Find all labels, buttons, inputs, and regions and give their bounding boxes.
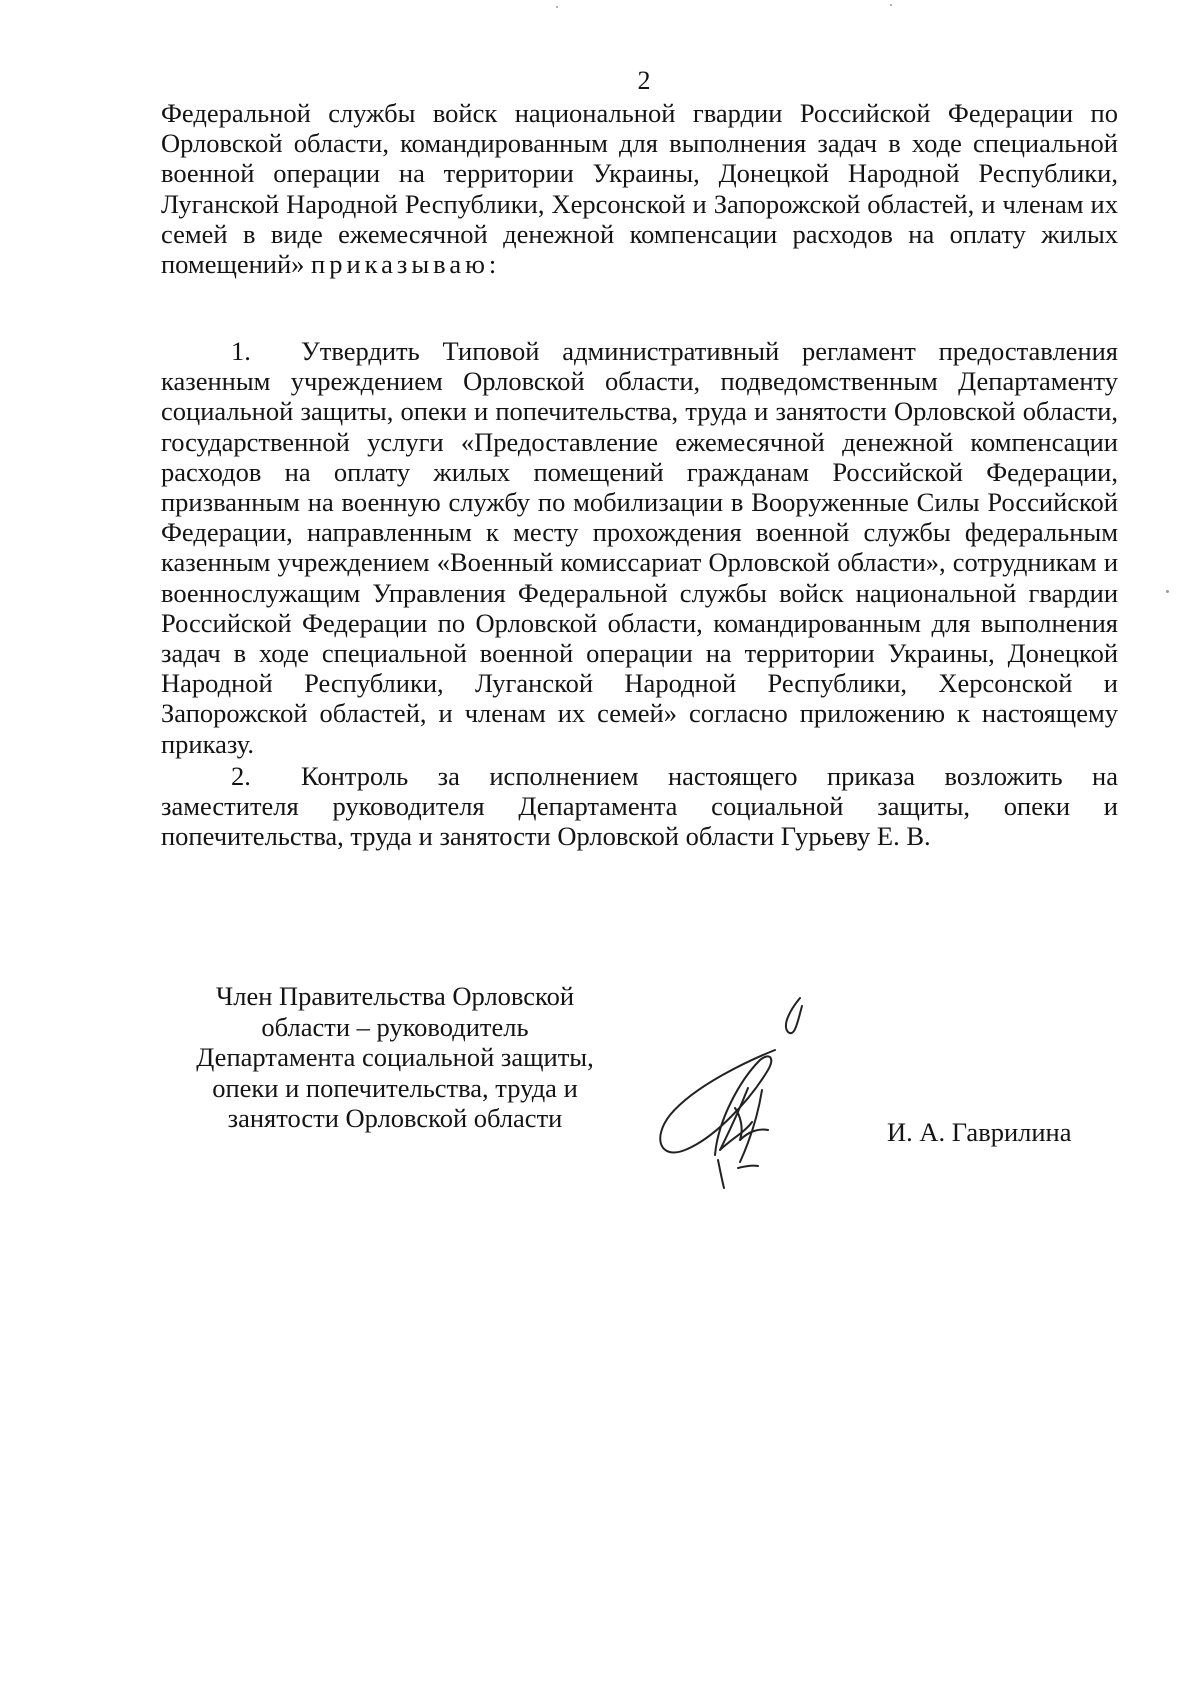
signatory-title — [170, 981, 620, 1134]
decree-item-2 — [161, 761, 1118, 852]
decree-item-text: Утвердить Типовой административный регламент предоставления казенным учреждением Орловской области, подведомственным Департаменту социальной защиты, опеки и попечительства, труда и занятости Орловской области, государственной услуги «Предоставление ежемесячной денежной компенсации расходов на оплату жилых помещений гражданам Российской Федерации, призванным на военную службу по мобилизации в Вооруженные Силы Российской Федерации, направленным к месту прохождения военной службы федеральным казенным учреждением «Военный комиссариат Орловской области», сотрудникам и военнослужащим Управления Федеральной службы войск национальной гвардии Российской Федерации по Орловской области, командированным для выполнения задач в ходе специальной военной операции на территории Украины, Донецкой Народной Республики, Луганской Народной Республики, Херсонской и Запорожской областей, и членам их семей» согласно приложению к настоящему приказу. — [161, 336, 1118, 759]
intro-paragraph-text: Федеральной службы войск национальной гвардии Российской Федерации по Орловской области, командированным для выполнения задач в ходе специальной военной операции на территории Украины, Донецкой Народной Республики, Луганской Народной Республики, Херсонской и Запорожской областей, и членам их семей в виде ежемесячной денежной компенсации расходов на оплату жилых помещений» — [161, 98, 1118, 280]
intro-paragraph — [161, 98, 1118, 279]
decree-item-number: 1. — [231, 336, 251, 366]
decree-word: приказываю: — [311, 249, 501, 280]
signatory-title-line: области – руководитель — [261, 1011, 529, 1042]
decree-items — [161, 336, 1118, 851]
decree-item-number: 2. — [231, 760, 251, 791]
signatory-name: И. А. Гаврилина — [887, 1117, 1072, 1147]
signatory-title-line: занятости Орловской области — [227, 1103, 563, 1133]
scan-speck — [556, 6, 558, 8]
signatory-title-line: опеки и попечительства, труда и — [212, 1072, 578, 1103]
page-number: 2 — [637, 66, 651, 95]
intro-paragraph-block — [161, 98, 1118, 279]
handwritten-signature — [640, 990, 815, 1190]
decree-item-text: Контроль за исполнением настоящего приказа возложить на заместителя руководителя Департамента социальной защиты, опеки и попечительства, труда и занятости Орловской области Гурьеву Е. В. — [161, 760, 1118, 852]
scan-speck — [890, 4, 892, 6]
decree-item-1 — [161, 336, 1118, 759]
signatory-title-line: Департамента социальной защиты, — [196, 1042, 594, 1072]
scan-speck — [1166, 590, 1169, 593]
signatory-title-line: Член Правительства Орловской — [216, 981, 574, 1011]
